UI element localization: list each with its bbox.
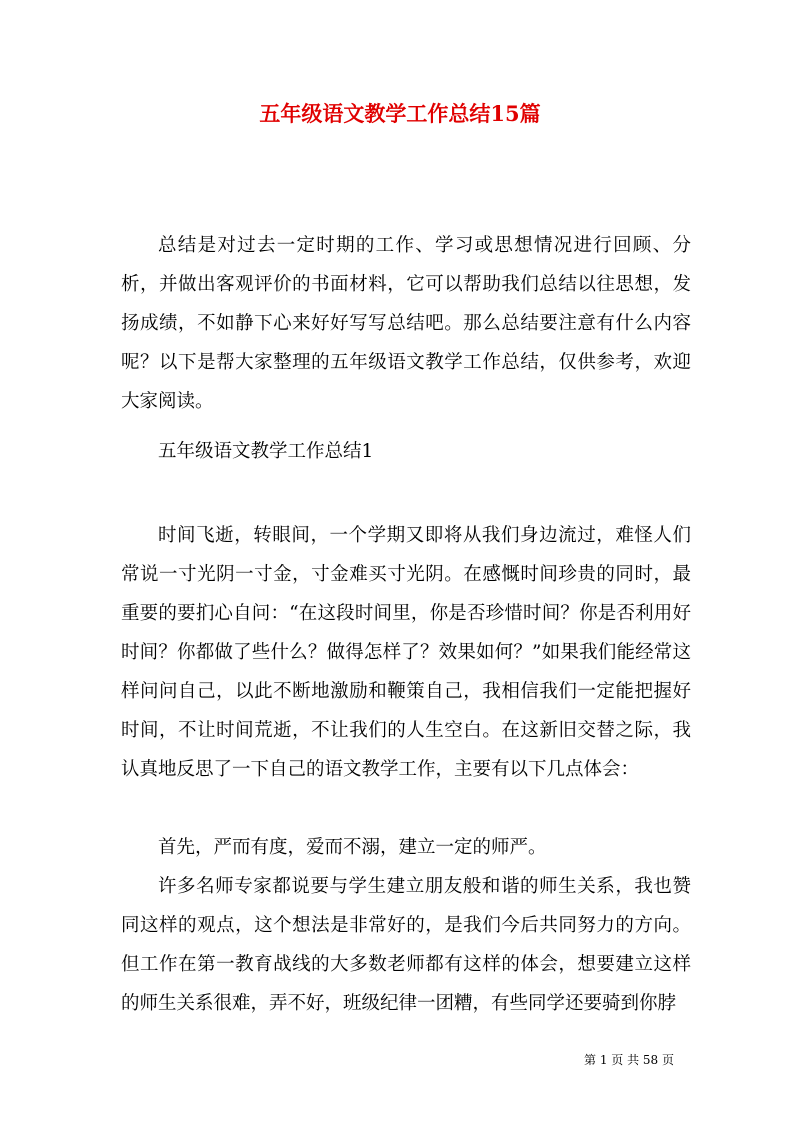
body-paragraph-1: 时间飞逝，转眼间，一个学期又即将从我们身边流过，难怪人们常说一寸光阴一寸金，寸金难买寸光阴。在感慨时间珍贵的同时，最重要的要扪心自问：“在这段时间里，你是否珍惜时间？你是否利用好时间？你都做了些什么？做得怎样了？效果如何？”如果我们能经常这样问问自己，以此不断地激励和鞭策自己，我相信我们一定能把握好时间，不让时间荒逝，不让我们的人生空白。在这新旧交替之际，我认真地反思了一下自己的语文教学工作，主要有以下几点体会： — [121, 525, 691, 780]
section-heading: 五年级语文教学工作总结1 — [158, 441, 374, 462]
page-number-footer: 第 1 页 共 58 页 — [584, 1053, 674, 1067]
intro-paragraph: 总结是对过去一定时期的工作、学习或思想情况进行回顾、分析，并做出客观评价的书面材料，它可以帮助我们总结以往思想，发扬成绩，不如静下心来好好写写总结吧。那么总结要注意有什么内容呢？以下是帮大家整理的五年级语文教学工作总结，仅供参考，欢迎大家阅读。 — [121, 235, 691, 412]
body-paragraph-3: 许多名师专家都说要与学生建立朋友般和谐的师生关系，我也赞同这样的观点，这个想法是非常好的，是我们今后共同努力的方向。但工作在第一教育战线的大多数老师都有这样的体会，想要建立这样的师生关系很难，弄不好，班级纪律一团糟，有些同学还要骑到你脖 — [121, 876, 691, 1014]
body-paragraph-2: 首先，严而有度，爱而不溺，建立一定的师严。 — [158, 837, 547, 858]
document-title: 五年级语文教学工作总结15篇 — [259, 101, 541, 126]
